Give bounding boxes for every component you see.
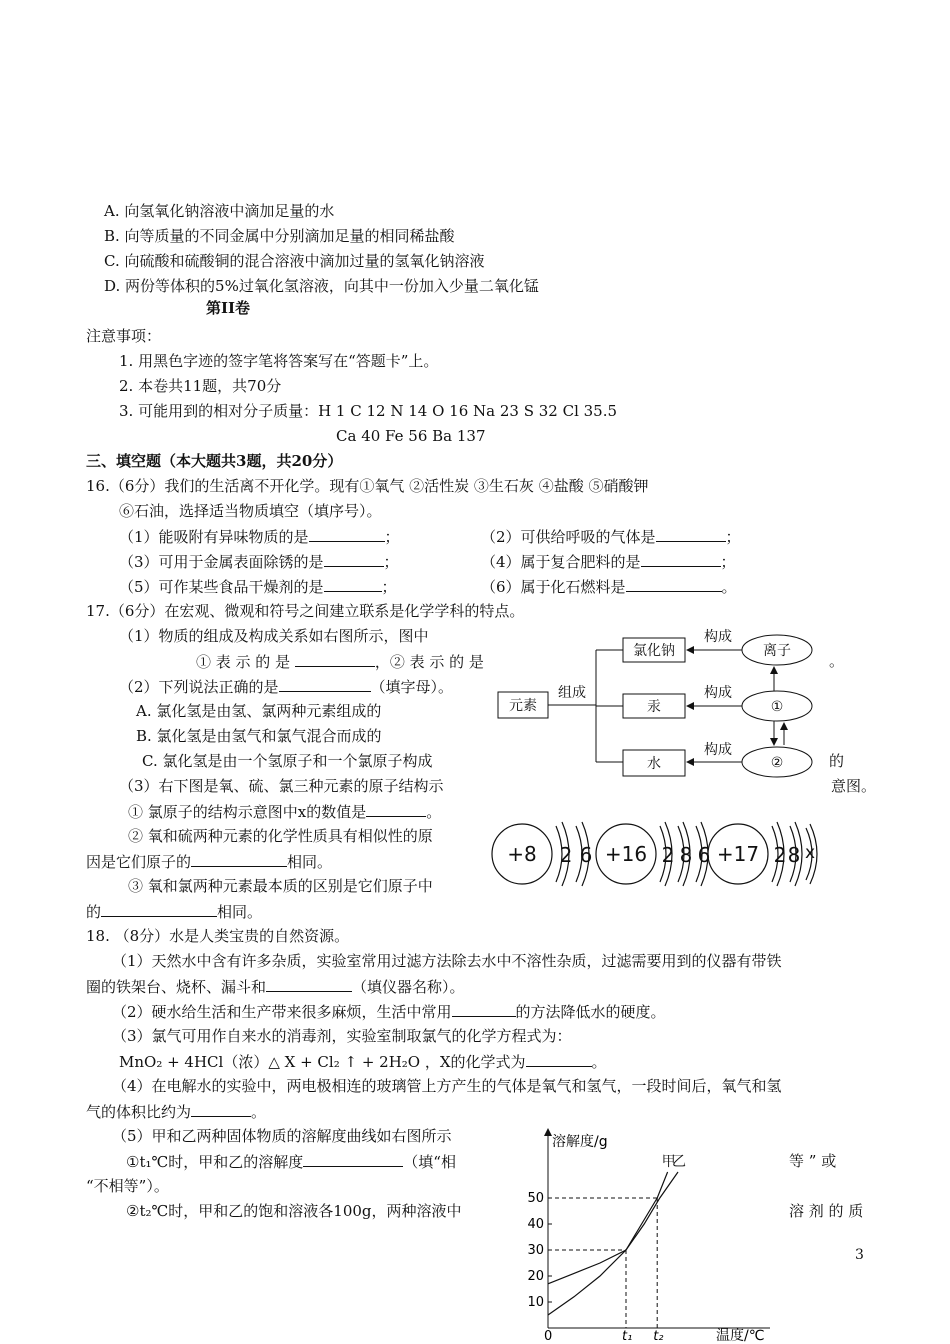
q17-p1: （1）物质的组成及构成关系如右图所示，图中: [119, 627, 429, 645]
solubility-chart: [520, 1124, 780, 1344]
composition-diagram: [492, 624, 832, 784]
diagram-nacl: 氯化钠: [633, 643, 675, 659]
atom-cl-shell-1: 2: [773, 843, 787, 867]
notice-item-3-cont: Ca 40 Fe 56 Ba 137: [336, 427, 486, 445]
q17-p2-tail: 的: [829, 752, 845, 770]
q16-blank-3: （3）可用于金属表面除锈的是 ；: [119, 553, 399, 571]
atom-o-shell-2: 6: [579, 843, 593, 867]
series-label-1: 甲: [661, 1154, 676, 1170]
q17-line1: 17.（6分）在宏观、微观和符号之间建立联系是化学学科的特点。: [86, 602, 525, 620]
y-tick-label: 50: [527, 1191, 544, 1206]
diagram-build-3: 构成: [704, 742, 732, 758]
q16-line2: ⑥石油，选择适当物质填空（填序号）。: [119, 502, 382, 520]
notice-item-1: 1. 用黑色字迹的签字笔将答案写在“答题卡”上。: [119, 352, 439, 370]
option-d: D. 两份等体积的5%过氧化氢溶液，向其中一份加入少量二氧化锰: [104, 277, 539, 295]
q16-blank-4: （4）属于复合肥料的是 ；: [481, 553, 736, 571]
q17-p2: （2）下列说法正确的是 （填字母）。: [119, 678, 454, 696]
diagram-circle-1: ①: [770, 699, 784, 715]
q18-p2: （2）硬水给生活和生产带来很多麻烦，生活中常用 的方法降低水的硬度。: [112, 1003, 666, 1021]
q17-s3: ③ 氧和氯两种元素最本质的区别是它们原子中: [128, 877, 433, 895]
diagram-ion: 离子: [763, 643, 791, 659]
diagram-build-2: 构成: [704, 685, 732, 701]
atom-structures: [488, 808, 828, 900]
q16-blank-2: （2）可供给呼吸的气体是 ；: [481, 528, 741, 546]
atom-cl-nucleus: +17: [716, 842, 760, 866]
x-tick-label: t₂: [653, 1329, 664, 1344]
option-a: A. 向氢氧化钠溶液中滴加足量的水: [104, 202, 335, 220]
atom-cl-shell-2: 8: [787, 843, 801, 867]
series-line-1: [548, 1172, 668, 1315]
option-b: B. 向等质量的不同金属中分别滴加足量的相同稀盐酸: [104, 227, 455, 245]
q16-line1: 16.（6分）我们的生活离不开化学。现有①氧气 ②活性炭 ③生石灰 ④盐酸 ⑤硝酸钾: [86, 477, 649, 495]
q17-s3b: 的 相同。: [86, 903, 263, 921]
atom-o-nucleus: +8: [507, 842, 537, 866]
q18-p5a: ①t₁℃时，甲和乙的溶解度 （填“相: [126, 1153, 456, 1171]
chart-origin: 0: [544, 1329, 553, 1344]
q16-blank-5: （5）可作某些食品干燥剂的是 ；: [119, 578, 397, 596]
atom-s-nucleus: +16: [604, 842, 648, 866]
q18-p3: （3）氯气可用作自来水的消毒剂，实验室制取氯气的化学方程式为：: [112, 1027, 572, 1045]
q16-blank-6: （6）属于化石燃料是 。: [481, 578, 737, 596]
diagram-build-1: 构成: [704, 629, 732, 645]
q17-p3-tail: 意图。: [831, 777, 877, 795]
q18-equation: MnO₂ + 4HCl（浓）△ X + Cl₂ ↑ + 2H₂O ，X的化学式为 。: [119, 1053, 607, 1071]
diagram-compose: 组成: [558, 685, 586, 701]
q17-p1-end: 。: [829, 652, 845, 670]
atom-s-shell-3: 6: [697, 843, 711, 867]
q18-p4b: 气的体积比约为 。: [86, 1103, 267, 1121]
y-tick-label: 10: [527, 1295, 544, 1310]
q18-p1b: 圈的铁架台、烧杯、漏斗和 （填仪器名称）。: [86, 978, 465, 996]
q18-p5a2: “不相等”）。: [86, 1177, 169, 1195]
q17-opt-a: A. 氯化氢是由氢、氯两种元素组成的: [136, 702, 382, 720]
y-tick-label: 40: [527, 1217, 544, 1232]
q17-p3: （3）右下图是氧、硫、氯三种元素的原子结构示: [119, 777, 444, 795]
page-number: 3: [855, 1247, 864, 1263]
q17-s1: ① 氯原子的结构示意图中x的数值是 。: [128, 803, 442, 821]
notice-title: 注意事项：: [86, 327, 162, 345]
notice-item-3: 3. 可能用到的相对分子质量：H 1 C 12 N 14 O 16 Na 23 S 32 Cl 35.5: [119, 402, 618, 420]
q18-line1: 18. （8分）水是人类宝贵的自然资源。: [86, 927, 350, 945]
diagram-circle-2: ②: [770, 755, 784, 771]
y-tick-label: 30: [527, 1243, 544, 1258]
series-line-2: [548, 1172, 678, 1284]
series-label-2: 乙: [672, 1154, 686, 1170]
atom-s-shell-2: 8: [679, 843, 693, 867]
notice-item-2: 2. 本卷共11题，共70分: [119, 377, 282, 395]
q18-p5: （5）甲和乙两种固体物质的溶解度曲线如右图所示: [112, 1127, 452, 1145]
q18-p4: （4）在电解水的实验中，两电极相连的玻璃管上方产生的气体是氧气和氢气，一段时间后，氧气和氢: [112, 1077, 782, 1095]
atom-o-shell-1: 2: [559, 843, 573, 867]
option-c: C. 向硫酸和硫酸铜的混合溶液中滴加过量的氢氧化钠溶液: [104, 252, 485, 270]
section-title: 第II卷: [206, 299, 251, 317]
chart-xlabel: 温度/℃: [716, 1328, 765, 1344]
x-tick-label: t₁: [622, 1329, 633, 1344]
q17-s2: ② 氧和硫两种元素的化学性质具有相似性的原: [128, 827, 433, 845]
diagram-hg: 汞: [647, 699, 661, 715]
q17-opt-b: B. 氯化氢是由氢气和氯气混合而成的: [136, 727, 382, 745]
q18-p5b-right: 溶 剂 的 质: [789, 1202, 864, 1220]
q18-p1: （1）天然水中含有许多杂质，实验室常用过滤方法除去水中不溶性杂质，过滤需要用到的仪器有带铁: [112, 952, 782, 970]
q17-opt-c: C. 氯化氢是由一个氢原子和一个氯原子构成: [142, 752, 433, 770]
chart-ylabel: 溶解度/g: [552, 1134, 608, 1150]
atom-cl-shell-3: x: [804, 843, 816, 863]
y-tick-label: 20: [527, 1269, 544, 1284]
diagram-element: 元素: [509, 698, 537, 714]
q17-s2b: 因是它们原子的 相同。: [86, 853, 333, 871]
diagram-water: 水: [647, 756, 661, 772]
part-title: 三、填空题（本大题共3题，共20分）: [86, 452, 343, 470]
atom-s-shell-1: 2: [661, 843, 675, 867]
q18-p5a-right: 等 ” 或: [789, 1152, 837, 1170]
q16-blank-1: （1）能吸附有异味物质的是 ；: [119, 528, 400, 546]
q18-p5b: ②t₂℃时，甲和乙的饱和溶液各100g，两种溶液中: [126, 1202, 462, 1220]
q17-p1b: ① 表 示 的 是 ，② 表 示 的 是: [196, 653, 484, 671]
